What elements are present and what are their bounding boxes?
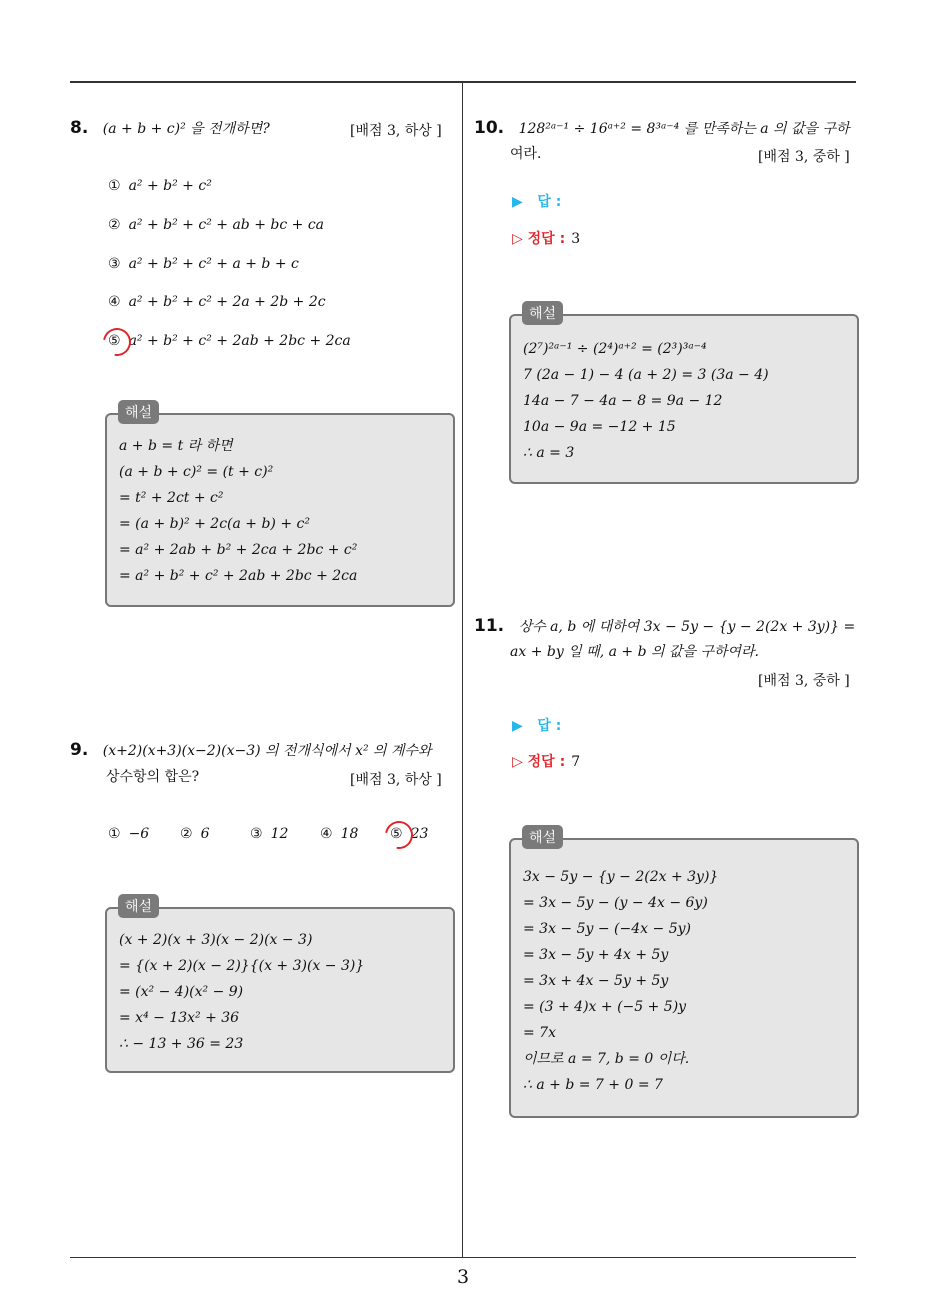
bottom-rule bbox=[70, 1257, 856, 1258]
question-text-line2: ax + by 일 때, a + b 의 값을 구하여라. bbox=[510, 644, 760, 660]
solution-lines: (2⁷)²ᵃ⁻¹ ÷ (2⁴)ᵃ⁺² = (2³)³ᵃ⁻⁴ 7 (2a − 1) − 4 (a + 2) = 3 (3a − 4) 14a − 7 − 4a − 8 = 9a − 12 10a − 9a = −12 + 15 ∴ a = 3 bbox=[523, 341, 769, 461]
question-text-line1: (x+2)(x+3)(x−2)(x−3) 의 전개식에서 x² 의 계수와 bbox=[102, 743, 432, 759]
question-number: 10. bbox=[474, 118, 505, 138]
outline-triangle-icon: ▷ bbox=[512, 754, 523, 770]
answer-field[interactable]: ▶ 답 : bbox=[512, 194, 562, 210]
solution-lines: (x + 2)(x + 3)(x − 2)(x − 3) = {(x + 2)(x − 2)}{(x + 3)(x − 3)} = (x² − 4)(x² − 9) = x⁴ − 13x² + 36 ∴ − 13 + 36 = 23 bbox=[119, 932, 365, 1052]
question-number: 9. bbox=[70, 740, 89, 760]
answer-circle-mark bbox=[98, 323, 137, 362]
points-label: [배점 3, 중하 ] bbox=[758, 673, 850, 689]
question-text-line2: 상수항의 합은? bbox=[106, 769, 200, 785]
solution-box bbox=[509, 314, 859, 484]
choice-2[interactable]: ② a² + b² + c² + ab + bc + ca bbox=[108, 217, 325, 233]
play-triangle-icon: ▶ bbox=[512, 194, 523, 210]
choice-2[interactable]: ② 6 bbox=[180, 826, 210, 842]
question-8 bbox=[70, 116, 270, 141]
choice-3[interactable]: ③ a² + b² + c² + a + b + c bbox=[108, 256, 299, 272]
answer-field[interactable]: ▶ 답 : bbox=[512, 718, 562, 734]
choice-1[interactable]: ① −6 bbox=[108, 826, 150, 842]
points-label: [배점 3, 중하 ] bbox=[758, 149, 850, 165]
column-divider bbox=[462, 83, 463, 1258]
choice-5[interactable]: ⑤ a² + b² + c² + 2ab + 2bc + 2ca bbox=[108, 333, 351, 349]
solution-tag: 해설 bbox=[522, 301, 563, 325]
choice-1[interactable]: ① a² + b² + c² bbox=[108, 178, 212, 194]
solution-tag: 해설 bbox=[522, 825, 563, 849]
play-triangle-icon: ▶ bbox=[512, 718, 523, 734]
points-label: [배점 3, 하상 ] bbox=[350, 123, 442, 139]
choice-5[interactable]: ⑤ 23 bbox=[390, 826, 429, 842]
question-text-line1: 상수 a, b 에 대하여 3x − 5y − {y − 2(2x + 3y)} = bbox=[518, 619, 856, 635]
points-label: [배점 3, 하상 ] bbox=[350, 772, 442, 788]
question-text-line1: 128²ᵃ⁻¹ ÷ 16ᵃ⁺² = 8³ᵃ⁻⁴ 를 만족하는 a 의 값을 구하 bbox=[518, 121, 850, 137]
correct-answer: ▷ 정답 : 7 bbox=[512, 754, 581, 770]
solution-box bbox=[105, 413, 455, 607]
question-9 bbox=[70, 738, 432, 763]
solution-tag: 해설 bbox=[118, 894, 159, 918]
correct-answer: ▷ 정답 : 3 bbox=[512, 231, 581, 247]
solution-lines: a + b = t 라 하면 (a + b + c)² = (t + c)² = t² + 2ct + c² = (a + b)² + 2c(a + b) + c² = a² + 2ab + b² + 2ca + 2bc + c² = a² + b² + c² + 2ab + 2bc + 2ca bbox=[119, 438, 358, 584]
question-text-line2: 여라. bbox=[510, 146, 542, 162]
outline-triangle-icon: ▷ bbox=[512, 231, 523, 247]
choice-4[interactable]: ④ 18 bbox=[320, 826, 359, 842]
choice-3[interactable]: ③ 12 bbox=[250, 826, 289, 842]
question-number: 11. bbox=[474, 616, 505, 636]
top-rule bbox=[70, 81, 856, 83]
question-number: 8. bbox=[70, 118, 89, 138]
page-number: 3 bbox=[456, 1266, 470, 1288]
question-10 bbox=[474, 116, 850, 141]
solution-lines: 3x − 5y − {y − 2(2x + 3y)} = 3x − 5y − (y − 4x − 6y) = 3x − 5y − (−4x − 5y) = 3x − 5y + 4x + 5y = 3x + 4x − 5y + 5y = (3 + 4)x + (−5 + 5)y = 7x 이므로 a = 7, b = 0 이다. ∴ a + b = 7 + 0 = 7 bbox=[523, 869, 719, 1093]
question-text: (a + b + c)² 을 전개하면? bbox=[102, 121, 270, 137]
solution-box bbox=[509, 838, 859, 1118]
choice-4[interactable]: ④ a² + b² + c² + 2a + 2b + 2c bbox=[108, 294, 326, 310]
question-11 bbox=[474, 614, 855, 639]
answer-circle-mark bbox=[380, 816, 419, 855]
solution-tag: 해설 bbox=[118, 400, 159, 424]
solution-box bbox=[105, 907, 455, 1073]
